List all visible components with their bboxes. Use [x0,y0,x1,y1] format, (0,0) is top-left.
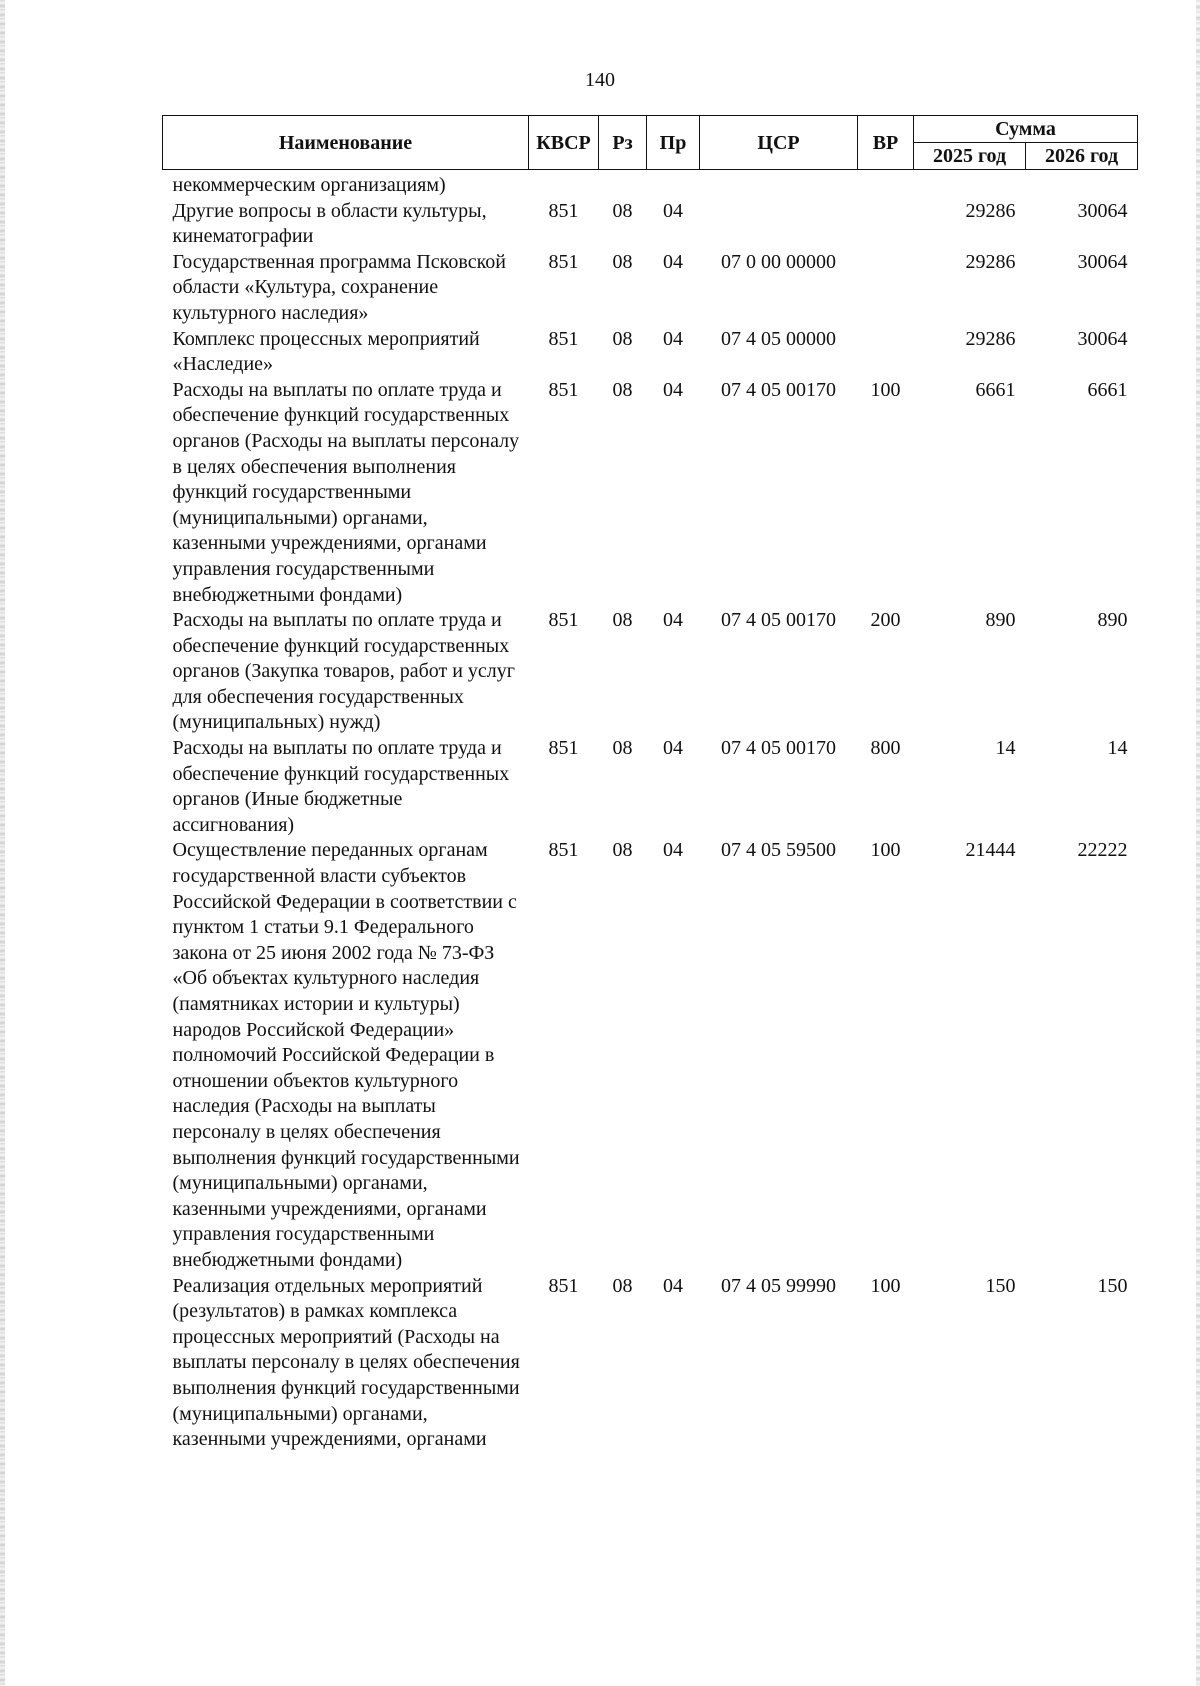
table-row [163,378,1138,608]
table-row [163,170,1138,199]
table-row [163,199,1138,250]
cell-pr: 04 [663,199,683,222]
cell-kvsr [529,170,599,199]
cell-csr: 07 4 05 00170 [721,378,836,401]
table-row [163,838,1138,1273]
cell-kvsr: 851 [548,250,579,273]
cell-sum-2025: 29286 [965,199,1016,222]
cell-vr [858,327,914,378]
cell-name: Реализация отдельных мероприятий (результатов) в рамках комплекса процессных мероприятий (Расходы на выплаты персоналу в целях обеспечения выполнения функций государственными (муниципальными) органами, казенными учреждениями, органами [172,1274,520,1451]
cell-kvsr: 851 [548,1274,579,1297]
cell-rz: 08 [612,1274,633,1297]
cell-pr: 04 [663,378,683,401]
cell-vr [858,199,914,250]
cell-csr: 07 4 05 00170 [721,609,836,632]
cell-sum-2026: 22222 [1077,839,1128,862]
page-number: 140 [585,69,615,91]
cell-vr: 200 [870,609,901,632]
cell-vr: 100 [870,839,901,862]
cell-name: Расходы на выплаты по оплате труда и обеспечение функций государственных органов (Иные бюджетные ассигнования) [172,737,510,836]
cell-rz: 08 [612,378,633,401]
cell-name: Расходы на выплаты по оплате труда и обеспечение функций государственных органов (Закупка товаров, работ и услуг для обеспечения государственных (муниципальных) нужд) [172,609,515,734]
cell-sum-2026: 150 [1097,1274,1128,1297]
table-row [163,736,1138,838]
cell-csr: 07 0 00 00000 [721,250,836,273]
cell-pr: 04 [663,250,683,273]
cell-csr: 07 4 05 00170 [721,737,836,760]
header-rz: Рз [599,116,647,170]
cell-pr: 04 [663,609,683,632]
cell-pr: 04 [663,327,683,350]
table-row [163,608,1138,736]
table-row [163,1274,1138,1453]
cell-kvsr: 851 [548,609,579,632]
header-pr: Пр [647,116,700,170]
header-row-1 [163,116,1138,143]
cell-rz: 08 [612,839,633,862]
cell-name: Расходы на выплаты по оплате труда и обеспечение функций государственных органов (Расходы на выплаты персоналу в целях обеспечения выполнения функций государственными (муниципальными) органами, казенными учреждениями, органами управления государственными внебюджетными фондами) [172,378,520,606]
cell-rz: 08 [612,327,633,350]
cell-rz [599,170,647,199]
cell-rz: 08 [612,199,633,222]
cell-sum-2025: 890 [985,609,1016,632]
cell-csr [700,199,858,250]
cell-csr [700,170,858,199]
cell-sum-2026: 14 [1107,737,1128,760]
header-name: Наименование [163,116,529,170]
cell-sum-2026: 890 [1097,609,1128,632]
header-year-2025: 2025 год [914,143,1026,170]
cell-vr [858,170,914,199]
cell-kvsr: 851 [548,378,579,401]
header-kvsr: КВСР [529,116,599,170]
header-sum: Сумма [914,116,1138,143]
cell-pr: 04 [663,737,683,760]
cell-kvsr: 851 [548,327,579,350]
cell-sum-2025: 29286 [965,250,1016,273]
scan-edge-right [1196,0,1200,1686]
cell-rz: 08 [612,737,633,760]
cell-csr: 07 4 05 99990 [721,1274,836,1297]
cell-vr: 100 [870,378,901,401]
cell-sum-2025: 150 [985,1274,1016,1297]
cell-vr: 100 [870,1274,901,1297]
table-body [163,170,1138,1453]
cell-vr: 800 [870,737,901,760]
cell-kvsr: 851 [548,737,579,760]
cell-pr: 04 [663,1274,683,1297]
cell-sum-2026: 30064 [1077,327,1128,350]
cell-sum-2025 [914,170,1026,199]
cell-sum-2026: 6661 [1087,378,1128,401]
cell-name: Комплекс процессных мероприятий «Наследие» [172,327,480,376]
cell-rz: 08 [612,250,633,273]
header-vr: ВР [858,116,914,170]
cell-csr: 07 4 05 59500 [721,839,836,862]
cell-pr: 04 [663,839,683,862]
cell-sum-2025: 14 [995,737,1016,760]
cell-vr [858,250,914,327]
cell-name: Осуществление переданных органам государственной власти субъектов Российской Федерации в соответствии с пунктом 1 статьи 9.1 Федерального закона от 25 июня 2002 года № 73-ФЗ «Об объектах культурного наследия (памятниках истории и культуры) народов Российской Федерации» полномочий Российской Федерации в отношении объектов культурного наследия (Расходы на выплаты персоналу в целях обеспечения выполнения функций государственными (муниципальными) органами, казенными учреждениями, органами управления государственными внебюджетными фондами) [172,839,520,1271]
budget-table [162,115,1138,1453]
cell-name: некоммерческим организациям) [172,174,446,196]
cell-name: Другие вопросы в области культуры, кинематографии [172,199,487,248]
cell-pr [647,170,700,199]
scan-edge-left [0,0,5,1686]
cell-csr: 07 4 05 00000 [721,327,836,350]
cell-sum-2025: 29286 [965,327,1016,350]
cell-sum-2025: 21444 [965,839,1016,862]
cell-sum-2026: 30064 [1077,199,1128,222]
table-row [163,327,1138,378]
cell-kvsr: 851 [548,839,579,862]
table-row [163,250,1138,327]
cell-rz: 08 [612,609,633,632]
header-csr: ЦСР [700,116,858,170]
cell-sum-2026 [1026,170,1138,199]
cell-kvsr: 851 [548,199,579,222]
cell-sum-2026: 30064 [1077,250,1128,273]
cell-name: Государственная программа Псковской области «Культура, сохранение культурного наследия» [172,250,506,324]
cell-sum-2025: 6661 [975,378,1016,401]
header-year-2026: 2026 год [1026,143,1138,170]
